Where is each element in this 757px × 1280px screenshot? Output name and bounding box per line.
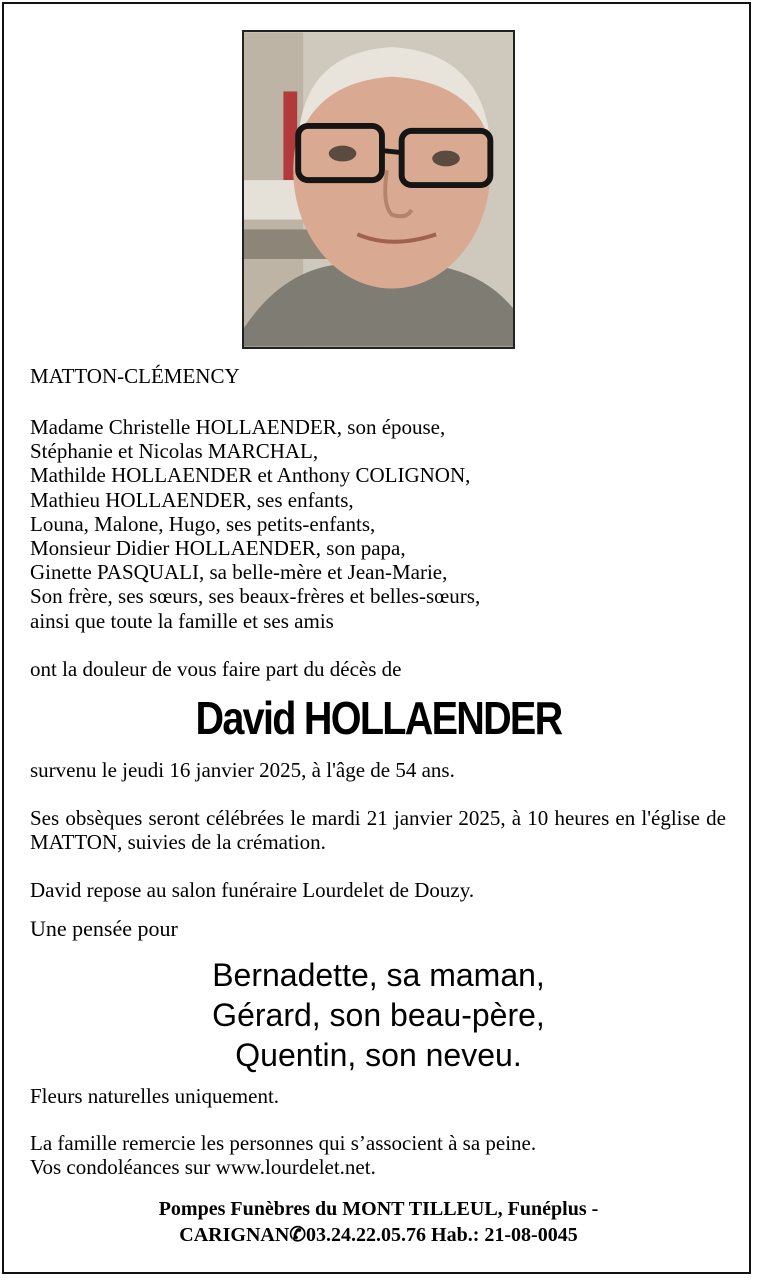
family-line: ainsi que toute la famille et ses amis <box>30 608 334 633</box>
deceased-name: David HOLLAENDER <box>195 692 562 744</box>
thoughts-list <box>0 955 757 1075</box>
condolences-text: Vos condoléances sur www.lourdelet.net. <box>30 1155 376 1179</box>
death-info: survenu le jeudi 16 janvier 2025, à l'âge de 54 ans. <box>30 758 455 782</box>
family-line: Mathilde HOLLAENDER et Anthony COLIGNON, <box>30 463 471 488</box>
family-line: Mathieu HOLLAENDER, ses enfants, <box>30 487 354 512</box>
thanks-text: La famille remercie les personnes qui s’associent à sa peine. <box>30 1131 537 1155</box>
family-line: Ginette PASQUALI, sa belle-mère et Jean-Marie, <box>30 560 448 585</box>
funeral-home-footer <box>0 1196 757 1248</box>
location-heading: MATTON-CLÉMENCY <box>30 364 240 388</box>
announcement-text: ont la douleur de vous faire part du décès de <box>30 657 402 681</box>
family-line: Louna, Malone, Hugo, ses petits-enfants, <box>30 511 376 536</box>
family-line: Monsieur Didier HOLLAENDER, son papa, <box>30 536 406 561</box>
funeral-info: Ses obsèques seront célébrées le mardi 21 janvier 2025, à 10 heures en l'église de MATTON, suivies de la crémation. <box>30 806 726 854</box>
thought-line: Quentin, son neveu. <box>235 1037 522 1073</box>
portrait-photo <box>242 30 515 349</box>
family-line: Son frère, ses sœurs, ses beaux-frères et belles-sœurs, <box>30 584 481 609</box>
flowers-note: Fleurs naturelles uniquement. <box>30 1084 280 1108</box>
family-list <box>30 415 480 633</box>
funeral-home-contact <box>0 1222 757 1248</box>
rest-info: David repose au salon funéraire Lourdelet de Douzy. <box>30 878 475 902</box>
family-line: Stéphanie et Nicolas MARCHAL, <box>30 439 319 464</box>
thought-line: Gérard, son beau-père, <box>212 997 545 1033</box>
family-line: Madame Christelle HOLLAENDER, son épouse, <box>30 415 446 439</box>
funeral-home-hab: Hab.: 21-08-0045 <box>431 1224 578 1246</box>
funeral-home-city: CARIGNAN <box>179 1224 290 1246</box>
thought-line: Bernadette, sa maman, <box>212 957 545 993</box>
funeral-home-phone: 03.24.22.05.76 <box>306 1224 427 1246</box>
funeral-home-name: Pompes Funèbres du MONT TILLEUL, Funéplus - <box>158 1198 599 1220</box>
thought-intro: Une pensée pour <box>30 916 178 941</box>
phone-icon: ✆ <box>289 1224 307 1246</box>
